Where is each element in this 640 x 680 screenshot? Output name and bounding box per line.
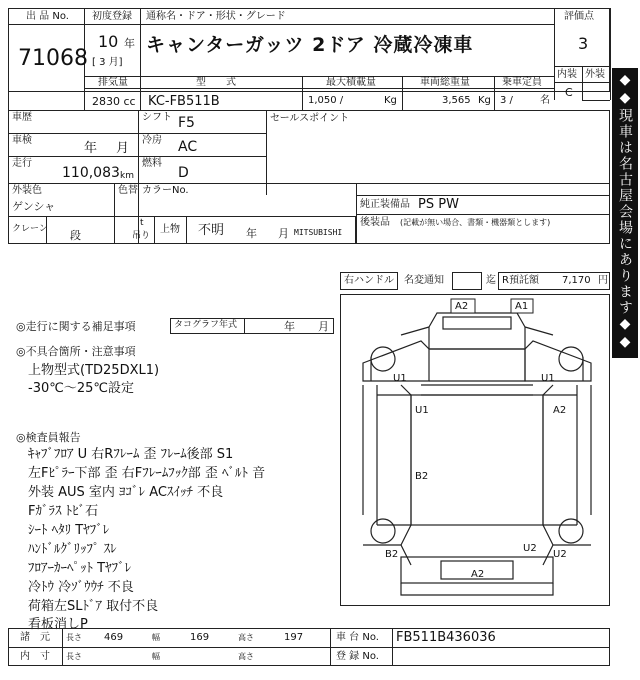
interior-width-label: 幅 xyxy=(152,652,160,661)
damage-mark: U1 xyxy=(541,373,555,384)
inspection-label: 車検 xyxy=(12,135,32,146)
side-banner-text: ◆◆現車は名古屋会場にあります◆◆ xyxy=(617,72,633,352)
upper-body-year: 年 xyxy=(246,227,257,240)
grade-value: 3 xyxy=(578,34,589,53)
height-value: 197 xyxy=(284,632,304,643)
r-deposit-label: R預託額 xyxy=(502,275,539,286)
color-no-label: カラーNo. xyxy=(142,185,189,196)
inspector-line: ﾊﾝﾄﾞﾙｸﾞﾘｯﾌﾟ ｽﾚ xyxy=(28,542,117,557)
max-load-unit: Kg xyxy=(384,95,397,106)
truck-outline-drawing xyxy=(341,295,609,605)
damage-mark: B2 xyxy=(415,471,429,482)
r-deposit-unit: 円 xyxy=(598,275,608,286)
interior-length-label: 長さ xyxy=(66,652,82,661)
first-reg-year: 10 xyxy=(98,32,119,51)
equipment-label: 純正装備品 xyxy=(360,199,410,210)
gross-weight-value: 3,565 xyxy=(442,95,471,106)
mileage-value: 110,083 xyxy=(62,165,120,181)
sales-point-label: セールスポイント xyxy=(270,113,350,124)
damage-mark: B2 xyxy=(385,549,399,560)
aftermarket-label: 後装品 xyxy=(360,217,390,228)
inspector-line: 看板消しP xyxy=(28,617,88,632)
inspector-line: 冷ﾄｳ 冷ｿﾞｳｳﾁ 不良 xyxy=(28,580,134,595)
first-reg-month: [ 3 月] xyxy=(92,57,123,68)
damage-mark: A1 xyxy=(515,301,529,312)
rhd-label: 右ハンドル xyxy=(344,275,394,286)
fuel-value: D xyxy=(178,165,189,181)
aftermarket-note: (記載が無い場合、書類・機器類とします) xyxy=(400,218,551,227)
gross-weight-label: 車両総重量 xyxy=(420,77,470,88)
grade-label: 評価点 xyxy=(564,11,594,22)
damage-mark: U1 xyxy=(393,373,407,384)
r-deposit-value: 7,170 xyxy=(562,275,591,286)
inspector-line: ｷｬﾌﾞﾌﾛｱ U 右Rﾌﾚｰﾑ 歪 ﾌﾚｰﾑ後部 S1 xyxy=(28,447,234,462)
registration-label: 登 録 No. xyxy=(336,651,379,662)
defect-line: -30℃～25℃設定 xyxy=(28,381,134,396)
mileage-label: 走行 xyxy=(12,158,32,169)
damage-mark: U1 xyxy=(415,405,429,416)
inspector-line: Fｶﾞﾗｽ ﾄﾋﾞ石 xyxy=(28,504,99,519)
name-change-box xyxy=(452,272,482,290)
gross-weight-unit: Kg xyxy=(478,95,491,106)
interior-dims-label: 内 寸 xyxy=(20,651,50,662)
length-value: 469 xyxy=(104,632,124,643)
lot-number: 71068 xyxy=(18,46,88,71)
first-reg-label: 初度登録 xyxy=(92,11,132,22)
exterior-label: 外装 xyxy=(585,69,605,80)
color-change-label: 色替 xyxy=(118,185,138,196)
interior-value: C xyxy=(565,86,573,99)
chassis-value: FB511B436036 xyxy=(396,630,496,645)
damage-mark: A2 xyxy=(455,301,469,312)
ac-value: AC xyxy=(178,139,198,155)
upper-body-label: 上物 xyxy=(160,224,180,235)
damage-mark: U2 xyxy=(553,549,567,560)
width-value: 169 xyxy=(190,632,210,643)
defect-line: 上物型式(TD25DXL1) xyxy=(28,363,160,378)
ac-label: 冷房 xyxy=(142,135,162,146)
model-label: 型 式 xyxy=(196,77,236,88)
crane-lift-label: 吊り xyxy=(132,231,151,241)
chassis-label: 車 台 No. xyxy=(336,632,379,643)
first-reg-year-unit: 年 xyxy=(124,37,135,50)
upper-body-value: 不明 xyxy=(198,223,225,238)
inspector-line: 外装 AUS 室内 ﾖｺﾞﾚ ACｽｲｯﾁ 不良 xyxy=(28,485,224,500)
crane-stage-label: 段 xyxy=(70,229,81,242)
tacho-month: 月 xyxy=(318,320,329,333)
damage-mark: U2 xyxy=(523,543,537,554)
inspection-year: 年 xyxy=(84,141,98,156)
model-title-label: 通称名・ドア・形状・グレード xyxy=(146,11,286,22)
upper-body-month: 月 xyxy=(278,227,289,240)
defect-title: ◎不具合箇所・注意事項 xyxy=(16,345,136,358)
tacho-year: 年 xyxy=(284,320,295,333)
inspection-month: 月 xyxy=(116,141,130,156)
equipment-value: PS PW xyxy=(418,197,459,212)
length-label: 長さ xyxy=(66,633,82,642)
displacement-value: 2830 cc xyxy=(92,95,136,108)
crane-ton-label: t xyxy=(140,218,144,228)
side-banner xyxy=(612,68,638,358)
lot-label: 出 品 No. xyxy=(26,11,69,22)
capacity-value: 3 / xyxy=(500,95,513,106)
interior-height-label: 高さ xyxy=(238,652,254,661)
max-load-value: 1,050 / xyxy=(308,95,344,106)
upper-body-maker: MITSUBISHI xyxy=(294,228,343,237)
damage-mark: A2 xyxy=(471,569,485,580)
model-value: KC-FB511B xyxy=(148,94,220,109)
tacho-label: タコグラフ年式 xyxy=(174,320,238,330)
damage-mark: A2 xyxy=(553,405,567,416)
mileage-unit: km xyxy=(120,171,134,181)
inspector-line: ﾌﾛｱｰｶｰﾍﾟｯﾄ Tﾔﾌﾞﾚ xyxy=(28,561,132,576)
fuel-label: 燃料 xyxy=(142,158,162,169)
shift-value: F5 xyxy=(178,115,195,131)
inspector-line: ｼｰﾄ ﾍﾀﾘ Tﾔﾌﾞﾚ xyxy=(28,523,110,538)
color-value: ゲンシャ xyxy=(12,200,56,213)
damage-diagram xyxy=(340,294,610,606)
name-change-label: 名変通知 xyxy=(404,275,444,286)
max-load-label: 最大積載量 xyxy=(326,77,376,88)
inspector-line: 荷箱左SLﾄﾞｱ 取付不良 xyxy=(28,599,159,614)
name-change-until: 迄 xyxy=(486,275,496,286)
supplement-title: ◎走行に関する補足事項 xyxy=(16,320,136,333)
inspector-title: ◎検査員報告 xyxy=(16,431,81,444)
crane-label: クレーン xyxy=(12,224,48,234)
height-label: 高さ xyxy=(238,633,254,642)
interior-label: 内装 xyxy=(557,69,577,80)
displacement-label: 排気量 xyxy=(98,77,128,88)
color-label: 外装色 xyxy=(12,185,42,196)
inspector-line: 左Fﾋﾟﾗｰ下部 歪 右Fﾌﾚｰﾑﾌｯｸ部 歪 ﾍﾞﾙﾄ 音 xyxy=(28,466,266,481)
history-label: 車歴 xyxy=(12,112,32,123)
shift-label: シフト xyxy=(142,112,172,123)
width-label: 幅 xyxy=(152,633,160,642)
capacity-unit: 名 xyxy=(540,95,550,106)
capacity-label: 乗車定員 xyxy=(502,77,542,88)
dims-label: 諸 元 xyxy=(20,632,50,643)
vehicle-name: キャンターガッツ 2ドア 冷蔵冷凍車 xyxy=(146,34,474,56)
